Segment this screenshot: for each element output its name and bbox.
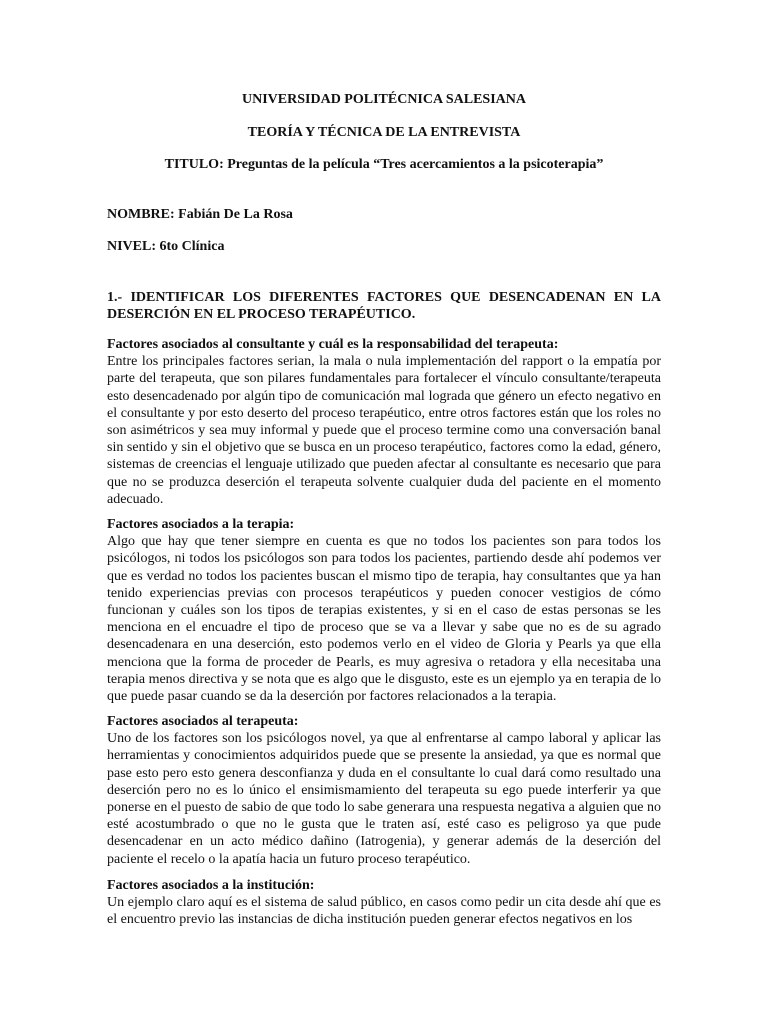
section-body: Entre los principales factores serian, la mala o nula implementación del rapport o la empatía por parte del terapeuta, que son pilares fundamentales para fortalecer el vínculo consultante/terapeuta esto desencadenado por algún tipo de comunicación mal lograda que género un efecto negativo en el consultante y por esto deserto del proceso terapéutico, entre otros factores están que los roles no son asimétricos y sea muy informal y puede que el proceso termine como una conversación banal sin sentido y sin el objetivo que se busca en un proceso terapéutico, factores como la edad, género, sistemas de creencias el lenguaje utilizado que pueden afectar al consultante es necesario que para que no se produzca deserción el terapeuta solvente cualquier duda del paciente en el momento adecuado. [107, 354, 661, 507]
section-body: Algo que hay que tener siempre en cuenta es que no todos los pacientes son para todos los psicólogos, ni todos los psicólogos son para todos los pacientes, partiendo desde ahí podemos ver que es verdad no todos los pacientes buscan el mismo tipo de terapia, hay consultantes que ya han tenido experiencias previas con procesos terapéuticos y pueden conocer vestigios de cómo funcionan y cuáles son los tipos de terapias existentes, y si en el caso de estas personas se les menciona en el encuadre el tipo de proceso que se va a llevar y sabe que no es de su agrado desencadenara en una deserción, esto podemos verlo en el video de Gloria y Pearls ya que ella menciona que la forma de proceder de Pearls, es muy agresiva o retadora y ella necesitaba una terapia menos directiva y se nota que es algo que le disgusto, este es un ejemplo ya en terapia de lo que puede pasar cuando se da la deserción por factores relacionados a la terapia. [107, 534, 661, 705]
document-body [107, 0, 661, 1024]
section-heading: Factores asociados al terapeuta: [107, 714, 299, 729]
section-terapia [107, 516, 661, 705]
document-title: TITULO: Preguntas de la película “Tres acercamientos a la psicoterapia” [164, 157, 604, 172]
student-level: NIVEL: 6to Clínica [107, 239, 225, 254]
student-name: NOMBRE: Fabián De La Rosa [107, 207, 293, 222]
section-consultante [107, 336, 661, 508]
section-heading: Factores asociados al consultante y cuál es la responsabilidad del terapeuta: [107, 337, 559, 352]
university-heading: UNIVERSIDAD POLITÉCNICA SALESIANA [242, 92, 526, 107]
question-title: 1.- IDENTIFICAR LOS DIFERENTES FACTORES QUE DESENCADENAN EN LA DESERCIÓN EN EL PROCESO TERAPÉUTICO. [107, 290, 661, 322]
section-body: Uno de los factores son los psicólogos novel, ya que al enfrentarse al campo laboral y aplicar las herramientas y conocimientos adquiridos puede que se presente la ansiedad, ya que es normal que pase esto pero esto genera desconfianza y duda en el consultante lo cual dará como resultado una deserción pero no es lo único el ensimismamiento del terapeuta su ego puede interferir ya que ponerse en el puesto de sabio de que todo lo sabe generara una respuesta negativa a alguien que no esté acostumbrado o que no le gusta que le traten así, esté caso es peligroso ya que pude desencadenar en un acto médico dañino (Iatrogenia), y generar además de la deserción del paciente el recelo o la apatía hacia un futuro proceso terapéutico. [107, 731, 661, 867]
section-institucion [107, 877, 661, 929]
section-body: Un ejemplo claro aquí es el sistema de salud público, en casos como pedir un cita desde ahí que es el encuentro previo las instancias de dicha institución pueden generar efectos negativos en los [107, 895, 661, 928]
section-terapeuta [107, 713, 661, 868]
section-heading: Factores asociados a la terapia: [107, 517, 295, 532]
course-heading: TEORÍA Y TÉCNICA DE LA ENTREVISTA [247, 125, 521, 140]
section-heading: Factores asociados a la institución: [107, 878, 315, 893]
